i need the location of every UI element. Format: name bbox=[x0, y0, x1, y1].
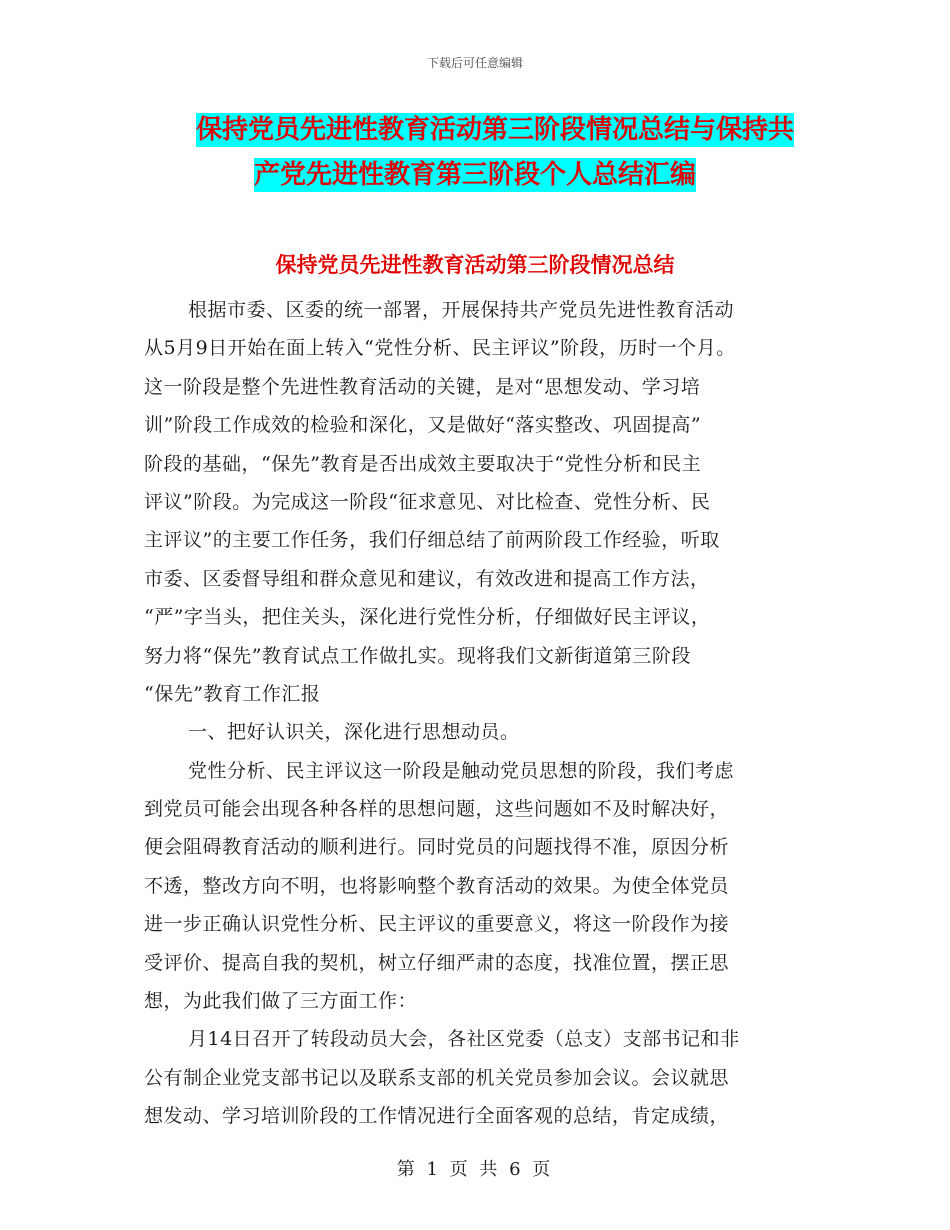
text-line: 市委、区委督导组和群众意见和建议，有效改进和提高工作方法， bbox=[144, 567, 710, 590]
document-title bbox=[0, 108, 950, 198]
text-line: 想，为此我们做了三方面工作： bbox=[144, 990, 418, 1013]
text-line: 评议”阶段。为完成这一阶段“征求意见、对比检查、党性分析、民 bbox=[144, 490, 711, 513]
text-line: “严”字当头，把住关头，深化进行党性分析，仔细做好民主评议， bbox=[144, 606, 711, 629]
text-line: 到党员可能会出现各种各样的思想问题，这些问题如不及时解决好， bbox=[144, 798, 730, 821]
text-line: 阶段的基础，“保先”教育是否出成效主要取决于“党性分析和民主 bbox=[144, 452, 702, 475]
title-line-1: 保持党员先进性教育活动第三阶段情况总结与保持共 bbox=[195, 115, 794, 145]
text-line: 便会阻碍教育活动的顺利进行。同时党员的问题找得不准，原因分析 bbox=[144, 836, 730, 859]
text-line: 努力将“保先”教育试点工作做扎实。现将我们文新街道第三阶段 bbox=[144, 644, 691, 667]
text-line: 进一步正确认识党性分析、民主评议的重要意义，将这一阶段作为接 bbox=[144, 913, 730, 936]
text-line: 这一阶段是整个先进性教育活动的关键，是对“思想发动、学习培 bbox=[144, 375, 701, 398]
text-line: 训”阶段工作成效的检验和深化，又是做好“落实整改、巩固提高” bbox=[144, 414, 702, 437]
section-heading: 一、把好认识关，深化进行思想动员。 bbox=[188, 721, 520, 744]
text-line: 根据市委、区委的统一部署，开展保持共产党员先进性教育活动 bbox=[188, 299, 735, 321]
text-line: 公有制企业党支部书记以及联系支部的机关党员参加会议。会议就思 bbox=[144, 1066, 730, 1089]
text-line: 受评价、提高自我的契机，树立仔细严肃的态度，找准位置，摆正思 bbox=[144, 951, 730, 974]
text-line: 党性分析、民主评议这一阶段是触动党员思想的阶段，我们考虑 bbox=[188, 759, 735, 782]
text-line: 月14日召开了转段动员大会，各社区党委（总支）支部书记和非 bbox=[188, 1028, 740, 1051]
page-footer: 第 1 页 共 6 页 bbox=[396, 1159, 554, 1180]
section-title: 保持党员先进性教育活动第三阶段情况总结 bbox=[275, 253, 675, 277]
text-line: 想发动、学习培训阶段的工作情况进行全面客观的总结，肯定成绩， bbox=[144, 1105, 730, 1128]
text-line: 主评议”的主要工作任务，我们仔细总结了前两阶段工作经验，听取 bbox=[144, 529, 720, 552]
title-line-2: 产党先进性教育第三阶段个人总结汇编 bbox=[253, 160, 696, 190]
text-line: “保先”教育工作汇报 bbox=[144, 682, 321, 705]
body-text bbox=[144, 291, 824, 1136]
text-line: 不透，整改方向不明，也将影响整个教育活动的效果。为使全体党员 bbox=[144, 874, 730, 897]
header-note: 下载后可任意编辑 bbox=[426, 56, 523, 70]
text-line: 从5月9日开始在面上转入“党性分析、民主评议”阶段，历时一个月。 bbox=[144, 337, 736, 360]
